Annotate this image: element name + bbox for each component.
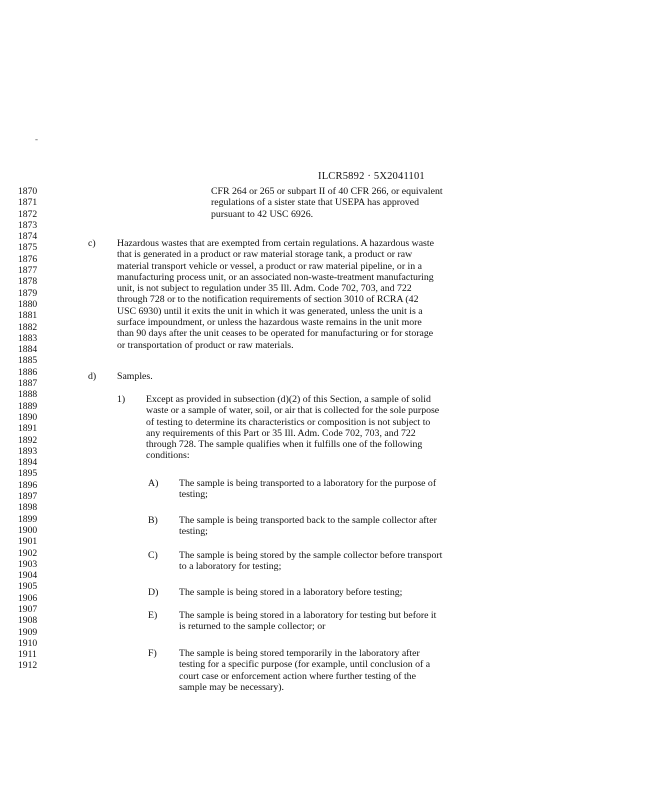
line-number: 1907 (18, 603, 38, 615)
line-number: 1874 (18, 231, 38, 243)
item-a-label: A) (148, 478, 159, 489)
item-f-label: F) (148, 648, 157, 659)
item-c-text (179, 550, 442, 573)
line-number: 1894 (18, 457, 38, 469)
line-number: 1905 (18, 581, 38, 593)
text-line: material transport vehicle or vessel, a product or raw material pipeline, or in a (117, 260, 422, 272)
text-line: through 728 or to the notification requirements of section 3010 of RCRA (42 (117, 294, 419, 306)
item-d-text (179, 587, 402, 598)
text-line: The sample is being transported to a laboratory for the purpose of (179, 478, 437, 489)
line-number: 1898 (18, 502, 38, 514)
text-line: through 728. The sample qualifies when it fulfills one of the following (146, 439, 423, 451)
line-number: 1892 (18, 434, 38, 446)
line-number: 1911 (18, 649, 37, 661)
text-line: Except as provided in subsection (d)(2) of this Section, a sample of solid (146, 394, 431, 405)
line-number: 1899 (18, 513, 38, 525)
line-number: 1876 (18, 253, 38, 265)
line-number: 1896 (18, 479, 38, 491)
line-number: 1884 (18, 344, 38, 356)
item-b-label: B) (148, 515, 158, 526)
item-d-label: D) (148, 587, 159, 598)
line-number: 1908 (18, 615, 38, 627)
line-number: 1880 (18, 298, 38, 310)
text-line: to a laboratory for testing; (179, 561, 282, 573)
line-number: 1900 (18, 524, 38, 536)
line-number: 1901 (18, 536, 38, 548)
text-line: surface impoundment, or unless the hazardous waste remains in the unit more (117, 317, 422, 329)
line-number: 1877 (18, 265, 38, 277)
text-line: is returned to the sample collector; or (179, 621, 326, 633)
item-e-text (179, 610, 436, 633)
text-line: testing; (179, 526, 208, 538)
subsection-1-label: 1) (117, 394, 126, 405)
line-number: 1891 (18, 423, 38, 435)
item-a-text (179, 478, 436, 501)
line-number: 1881 (18, 310, 38, 322)
line-number: 1909 (18, 626, 38, 638)
line-number: 1895 (18, 468, 38, 480)
text-line: unit, is not subject to regulation under 35 Ill. Adm. Code 702, 703, and 722 (117, 283, 412, 295)
line-number: 1887 (18, 378, 38, 390)
item-f-text (179, 648, 430, 693)
text-line: conditions: (146, 450, 190, 462)
text-line: or transportation of product or raw materials. (117, 339, 294, 351)
text-line: manufacturing process unit, or an associated non-waste-treatment manufacturing (117, 271, 434, 283)
text-line: waste or a sample of water, soil, or air that is collected for the sole purpose (146, 405, 440, 417)
text-line: CFR 264 or 265 or subpart II of 40 CFR 266, or equivalent (211, 186, 443, 197)
section-c-label: c) (88, 238, 96, 249)
item-e-label: E) (148, 610, 158, 621)
text-line: sample may be necessary). (179, 681, 285, 693)
item-b-text (179, 515, 437, 538)
line-number: 1886 (18, 366, 38, 378)
line-number: 1883 (18, 332, 38, 344)
text-line: any requirements of this Part or 35 Ill. Adm. Code 702, 703, and 722 (146, 427, 416, 439)
text-line: The sample is being stored in a laboratory for testing but before it (179, 610, 437, 621)
document-header: ILCR5892 · 5X2041101 (318, 171, 425, 182)
line-number: 1906 (18, 592, 38, 604)
text-line: court case or enforcement action where further testing of the (179, 670, 416, 682)
line-number: 1897 (18, 491, 38, 503)
line-number: 1889 (18, 400, 38, 412)
line-number: 1902 (18, 547, 38, 559)
text-line: The sample is being stored by the sample collector before transport (179, 550, 443, 561)
page-mark: - (35, 134, 38, 144)
text-line: pursuant to 42 USC 6926. (211, 208, 314, 220)
item-c-label: C) (148, 550, 158, 561)
text-line: than 90 days after the unit ceases to be operated for manufacturing or for storage (117, 328, 434, 340)
text-line: regulations of a sister state that USEPA has approved (211, 197, 420, 209)
line-number: 1903 (18, 558, 38, 570)
line-number: 1870 (18, 186, 38, 197)
continuation-paragraph (211, 186, 443, 220)
line-number-column (18, 186, 48, 672)
line-number: 1872 (18, 208, 38, 220)
subsection-1-paragraph (146, 394, 439, 462)
text-line: USC 6930) until it exits the unit in which it was generated, unless the unit is a (117, 305, 423, 317)
line-number: 1910 (18, 637, 38, 649)
line-number: 1890 (18, 411, 38, 423)
line-number: 1912 (18, 660, 38, 672)
section-d-label: d) (88, 371, 97, 382)
text-line: that is generated in a product or raw material storage tank, a product or raw (117, 249, 413, 261)
text-line: The sample is being transported back to the sample collector after (179, 515, 437, 526)
line-number: 1885 (18, 355, 38, 367)
text-line: testing for a specific purpose (for example, until conclusion of a (179, 659, 431, 671)
line-number: 1893 (18, 445, 38, 457)
line-number: 1888 (18, 389, 38, 401)
line-number: 1878 (18, 276, 38, 288)
text-line: of testing to determine its characteristics or composition is not subject to (146, 416, 431, 428)
line-number: 1882 (18, 321, 38, 333)
line-number: 1871 (18, 197, 38, 209)
line-number: 1879 (18, 287, 38, 299)
line-number: 1875 (18, 242, 38, 254)
text-line: Hazardous wastes that are exempted from certain regulations. A hazardous waste (117, 238, 434, 249)
line-number: 1873 (18, 219, 38, 231)
line-number: 1904 (18, 570, 38, 582)
text-line: The sample is being stored temporarily in the laboratory after (179, 648, 420, 659)
section-c-paragraph (117, 238, 434, 351)
text-line: The sample is being stored in a laboratory before testing; (179, 587, 403, 598)
section-d-title: Samples. (117, 371, 153, 382)
text-line: testing; (179, 489, 208, 501)
